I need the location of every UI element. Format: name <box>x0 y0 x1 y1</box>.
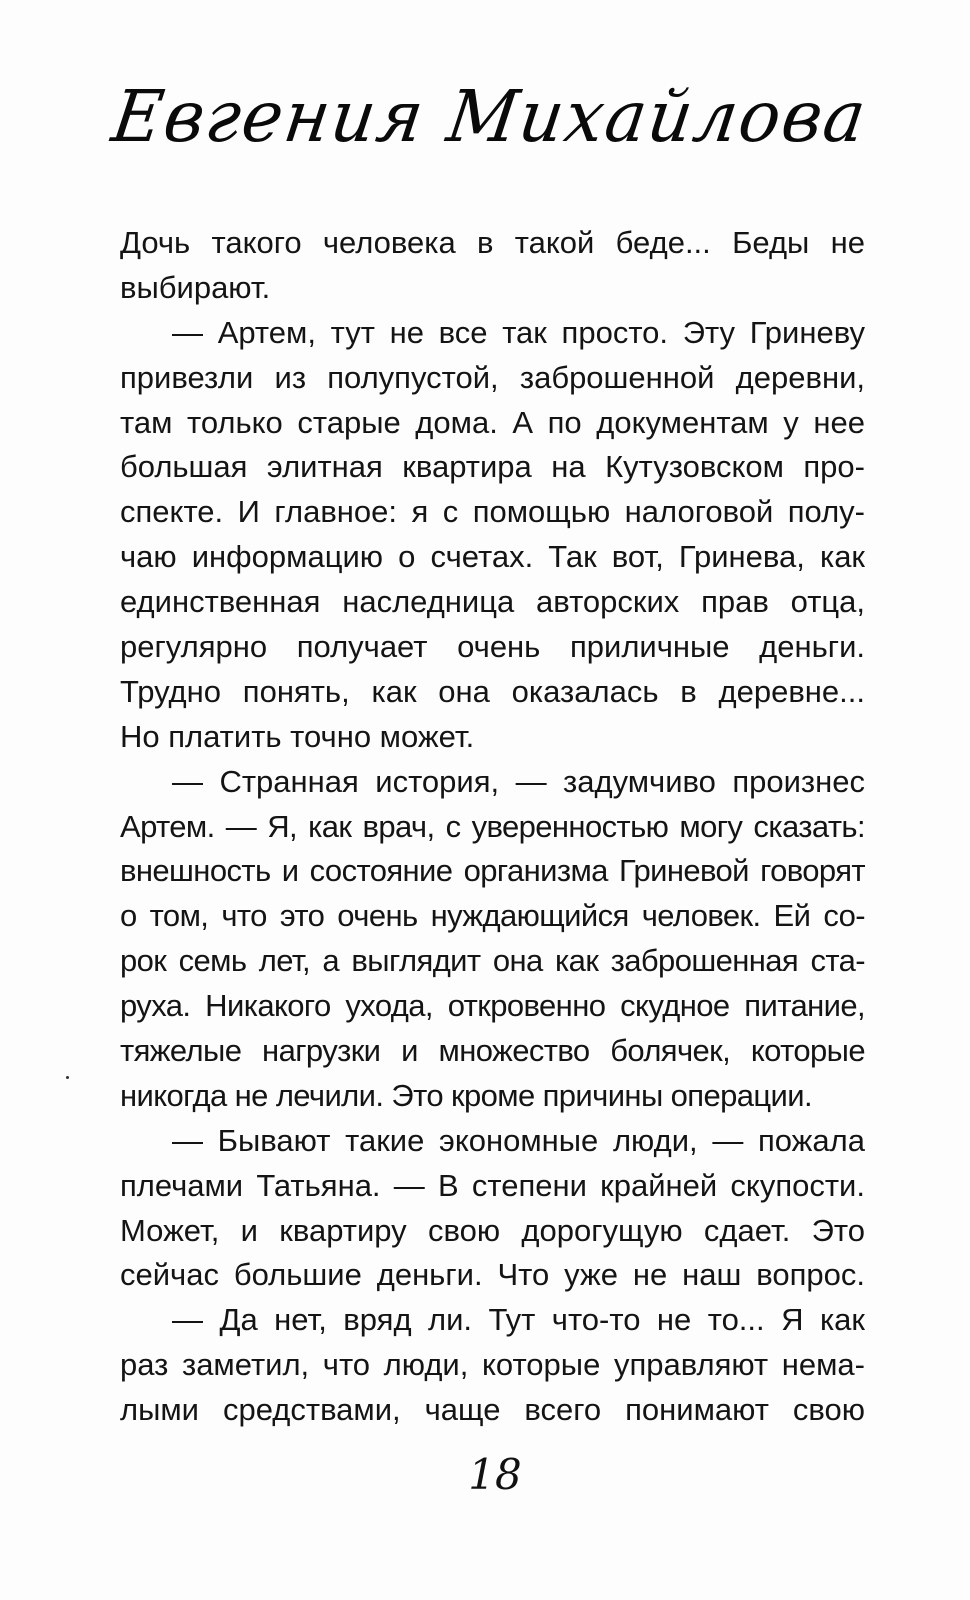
text-line: регулярно получает очень приличные деньги. <box>120 629 865 665</box>
text-line: там только старые дома. А по документам у нее <box>120 404 865 440</box>
text-line: — Артем, тут не все так просто. Эту Гриневу <box>172 314 865 350</box>
text-line: тяжелые нагрузки и множество болячек, которые <box>120 1033 865 1069</box>
text-line: о том, что это очень нуждающийся человек. Ей со- <box>120 898 865 934</box>
text-line: раз заметил, что люди, которые управляют нема- <box>120 1347 865 1383</box>
text-line: спекте. И главное: я с помощью налоговой полу- <box>120 494 865 530</box>
text-line: Но платить точно может. <box>120 718 475 754</box>
text-line: Трудно понять, как она оказалась в деревне... <box>120 673 865 709</box>
text-line: — Странная история, — задумчиво произнес <box>172 763 865 799</box>
text-line: Артем. — Я, как врач, с уверенностью могу сказать: <box>120 808 865 844</box>
author-name: Евгения Михайлова <box>107 76 873 159</box>
text-line: чаю информацию о счетах. Так вот, Гринева, как <box>120 539 865 575</box>
text-line: большая элитная квартира на Кутузовском про- <box>120 449 865 485</box>
text-line: Дочь такого человека в такой беде... Беды не <box>120 225 865 260</box>
body-text <box>120 221 865 1433</box>
text-line: никогда не лечили. Это кроме причины операции. <box>120 1077 812 1113</box>
text-line: сейчас большие деньги. Что уже не наш вопрос. <box>120 1257 865 1293</box>
text-line: выбирают. <box>120 269 271 305</box>
text-line: — Бывают такие экономные люди, — пожала <box>172 1122 865 1158</box>
text-line: рок семь лет, а выглядит она как заброшенная ста- <box>120 943 865 979</box>
text-line: Может, и квартиру свою дорогущую сдает. Это <box>120 1212 865 1248</box>
text-line: привезли из полупустой, заброшенной деревни, <box>120 359 865 395</box>
page-number: 18 <box>468 1450 522 1499</box>
running-header <box>0 78 970 198</box>
text-line: — Да нет, вряд ли. Тут что-то не то... Я как <box>172 1302 865 1338</box>
text-line: внешность и состояние организма Гриневой говорят <box>120 853 865 889</box>
text-line: единственная наследница авторских прав отца, <box>120 584 865 620</box>
text-line: лыми средствами, чаще всего понимают свою <box>120 1392 865 1428</box>
text-line: плечами Татьяна. — В степени крайней скупости. <box>120 1167 865 1203</box>
text-line: руха. Никакого ухода, откровенно скудное питание, <box>120 988 865 1024</box>
print-speck <box>66 1076 69 1079</box>
